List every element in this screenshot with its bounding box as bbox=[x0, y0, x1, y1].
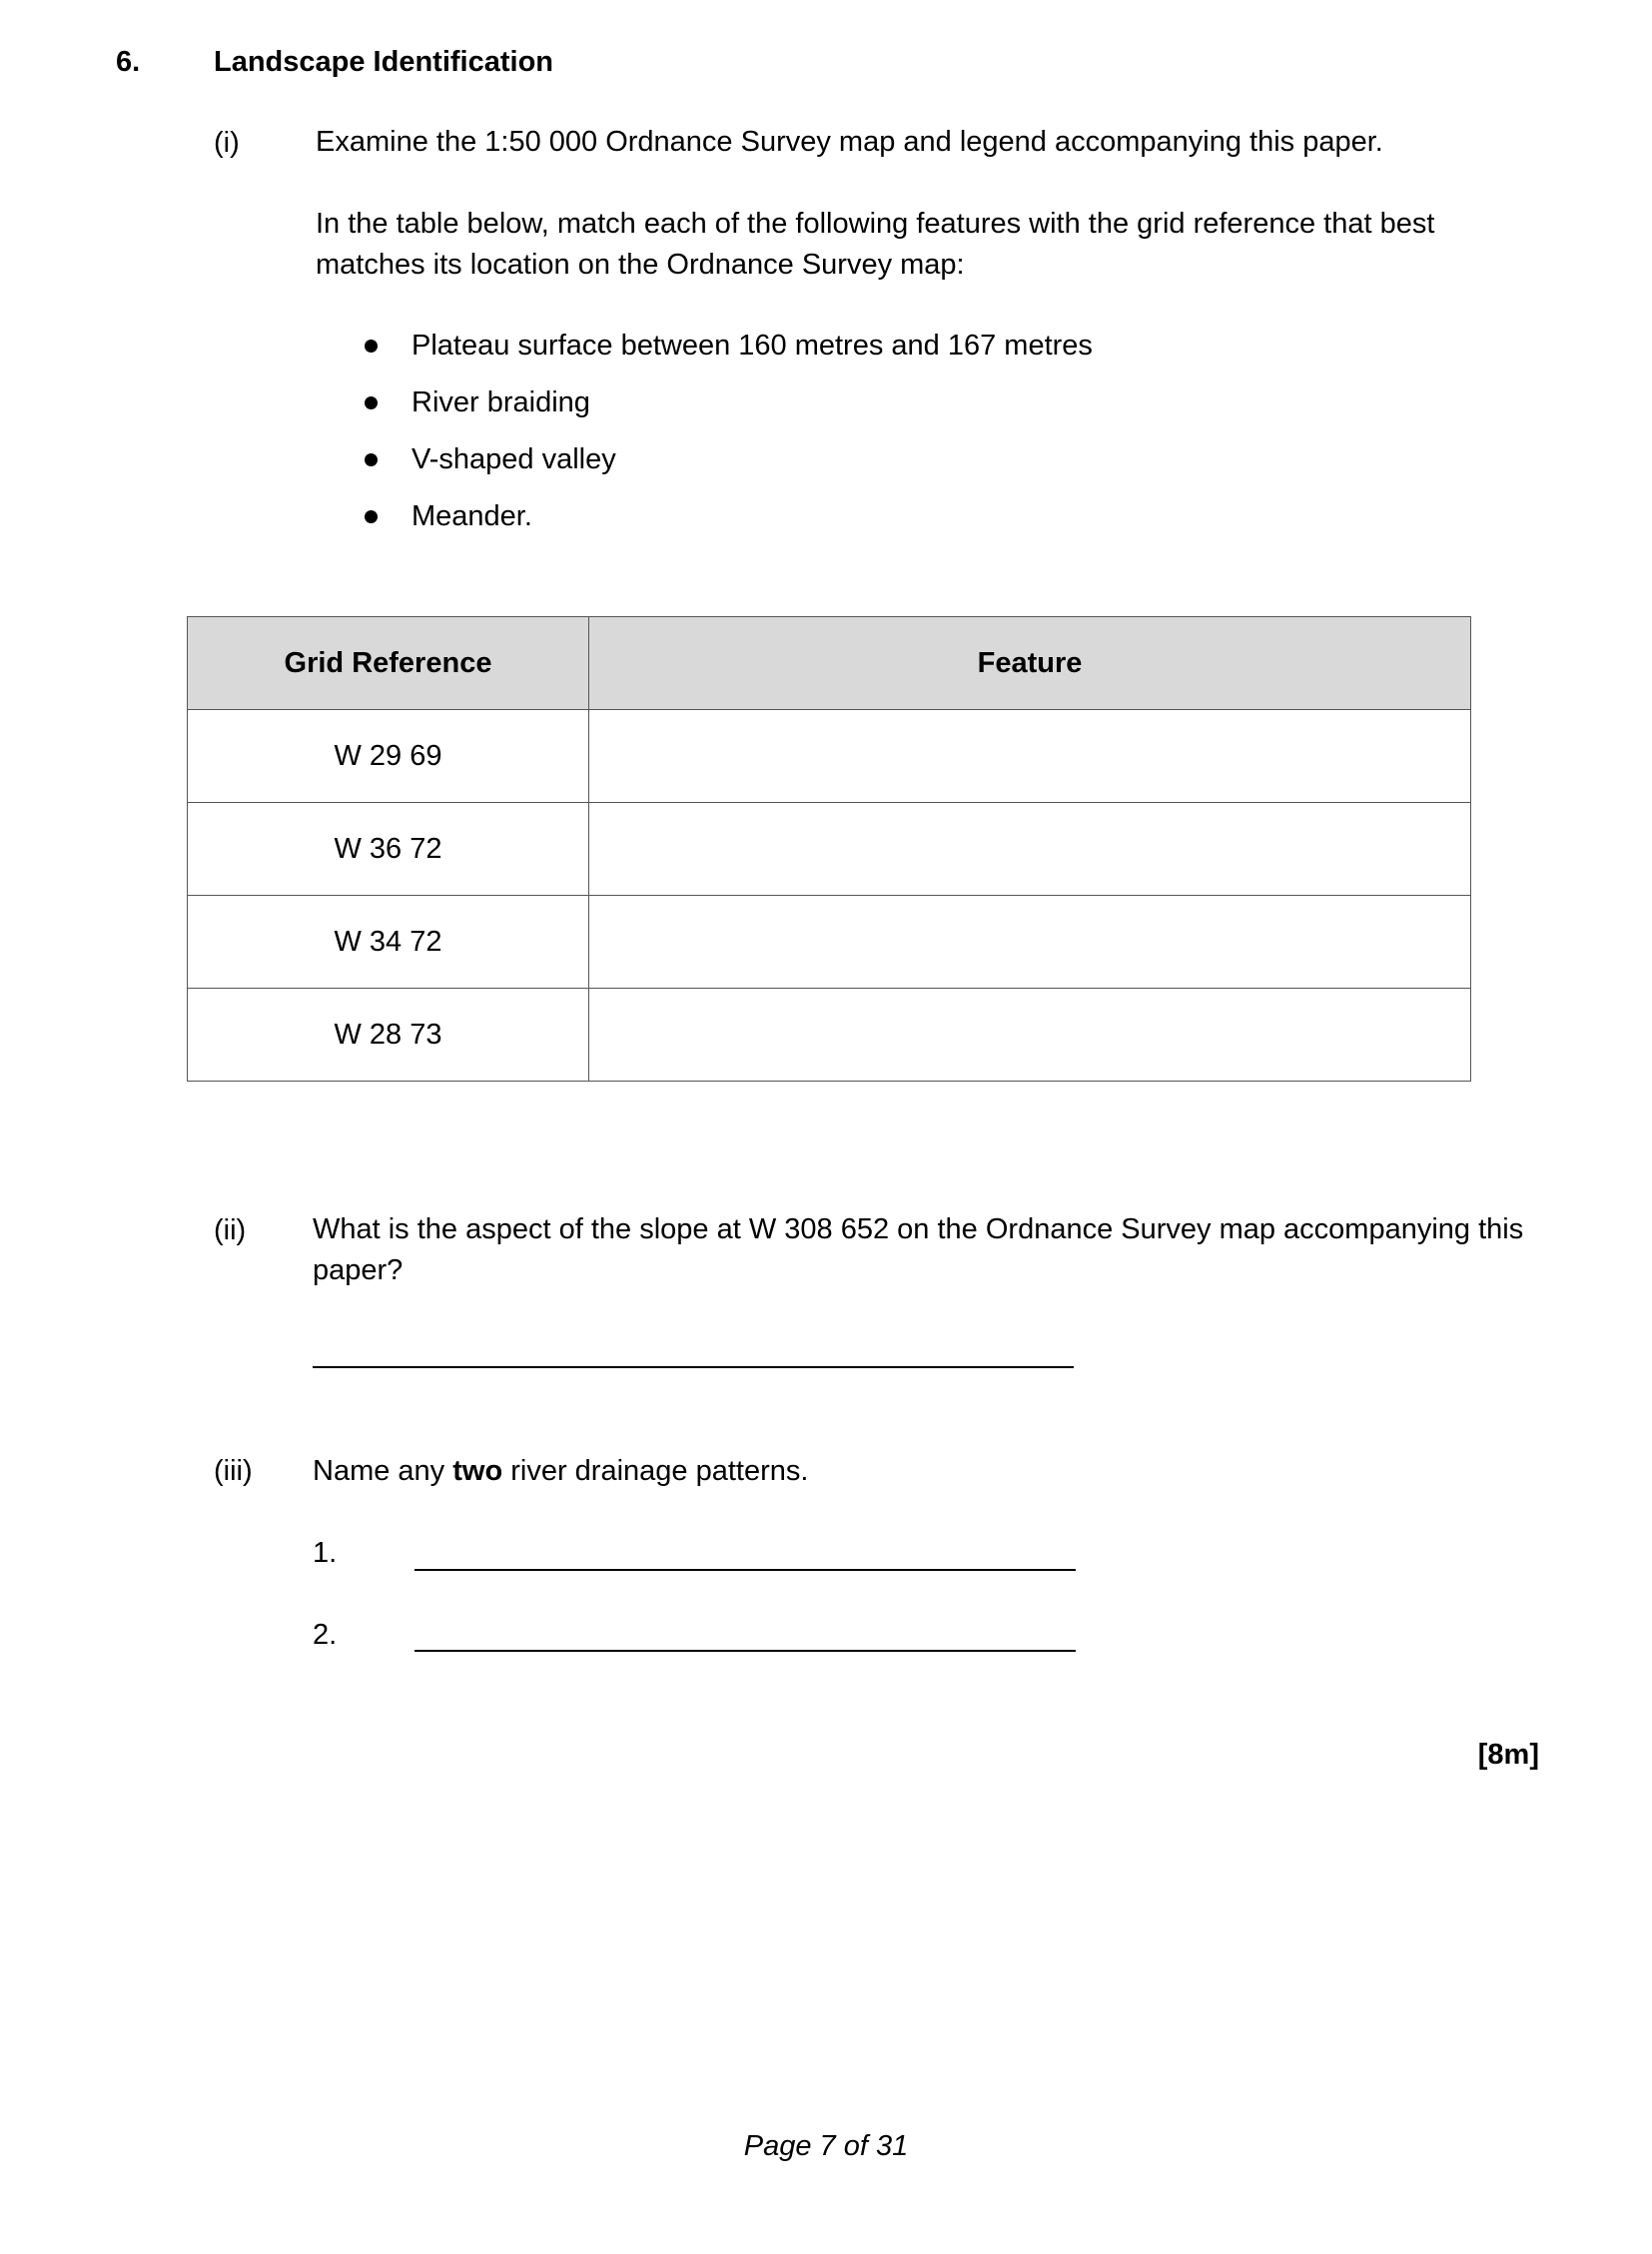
feature-text: Plateau surface between 160 metres and 167 metres bbox=[412, 330, 1093, 362]
part-i-instruction: In the table below, match each of the following features with the grid reference that best matches its location on the Ordnance Survey map: bbox=[316, 208, 1435, 281]
table-row bbox=[188, 989, 1471, 1082]
part-ii-question: What is the aspect of the slope at W 308 652 on the Ordnance Survey map accompanying this paper? bbox=[313, 1213, 1524, 1286]
bullet-icon bbox=[365, 340, 378, 353]
feature-answer-cell[interactable] bbox=[589, 710, 1471, 803]
question-text-pre: Name any bbox=[313, 1455, 453, 1487]
bullet-icon bbox=[365, 510, 378, 523]
table-header-row bbox=[188, 617, 1471, 710]
question-title: Landscape Identification bbox=[214, 46, 553, 78]
answer-number-2: 2. bbox=[313, 1619, 338, 1651]
grid-reference-cell: W 28 73 bbox=[188, 989, 589, 1082]
feature-text: Meander. bbox=[412, 500, 532, 532]
table-row bbox=[188, 803, 1471, 896]
part-ii-answer-line[interactable] bbox=[313, 1366, 1074, 1368]
part-i-intro: Examine the 1:50 000 Ordnance Survey map and legend accompanying this paper. bbox=[316, 126, 1383, 158]
feature-list bbox=[360, 326, 1093, 553]
list-item bbox=[360, 382, 1093, 439]
list-item bbox=[360, 496, 1093, 553]
page-footer: Page 7 of 31 bbox=[743, 2130, 909, 2162]
list-item bbox=[360, 439, 1093, 496]
list-item bbox=[360, 326, 1093, 382]
part-i-label: (i) bbox=[214, 127, 240, 159]
question-number: 6. bbox=[116, 46, 141, 78]
part-iii-question bbox=[313, 1455, 808, 1488]
table-row bbox=[188, 710, 1471, 803]
part-ii-label: (ii) bbox=[214, 1214, 247, 1246]
marks-label: [8m] bbox=[1477, 1739, 1539, 1771]
grid-reference-cell: W 34 72 bbox=[188, 896, 589, 989]
grid-reference-cell: W 36 72 bbox=[188, 803, 589, 896]
answer-number-1: 1. bbox=[313, 1537, 338, 1569]
part-iii-label: (iii) bbox=[214, 1455, 253, 1487]
drainage-answer-line-1[interactable] bbox=[414, 1569, 1076, 1571]
feature-answer-cell[interactable] bbox=[589, 803, 1471, 896]
grid-reference-cell: W 29 69 bbox=[188, 710, 589, 803]
header-grid-reference: Grid Reference bbox=[188, 617, 589, 710]
feature-answer-cell[interactable] bbox=[589, 896, 1471, 989]
feature-text: River braiding bbox=[412, 386, 590, 418]
feature-answer-cell[interactable] bbox=[589, 989, 1471, 1082]
bullet-icon bbox=[365, 396, 378, 409]
grid-reference-table bbox=[187, 616, 1471, 1082]
header-feature: Feature bbox=[589, 617, 1471, 710]
question-text-post: river drainage patterns. bbox=[502, 1455, 809, 1487]
drainage-answer-line-2[interactable] bbox=[414, 1650, 1076, 1652]
question-text-emphasis: two bbox=[452, 1455, 503, 1487]
table-row bbox=[188, 896, 1471, 989]
bullet-icon bbox=[365, 453, 378, 466]
feature-text: V-shaped valley bbox=[412, 443, 616, 475]
